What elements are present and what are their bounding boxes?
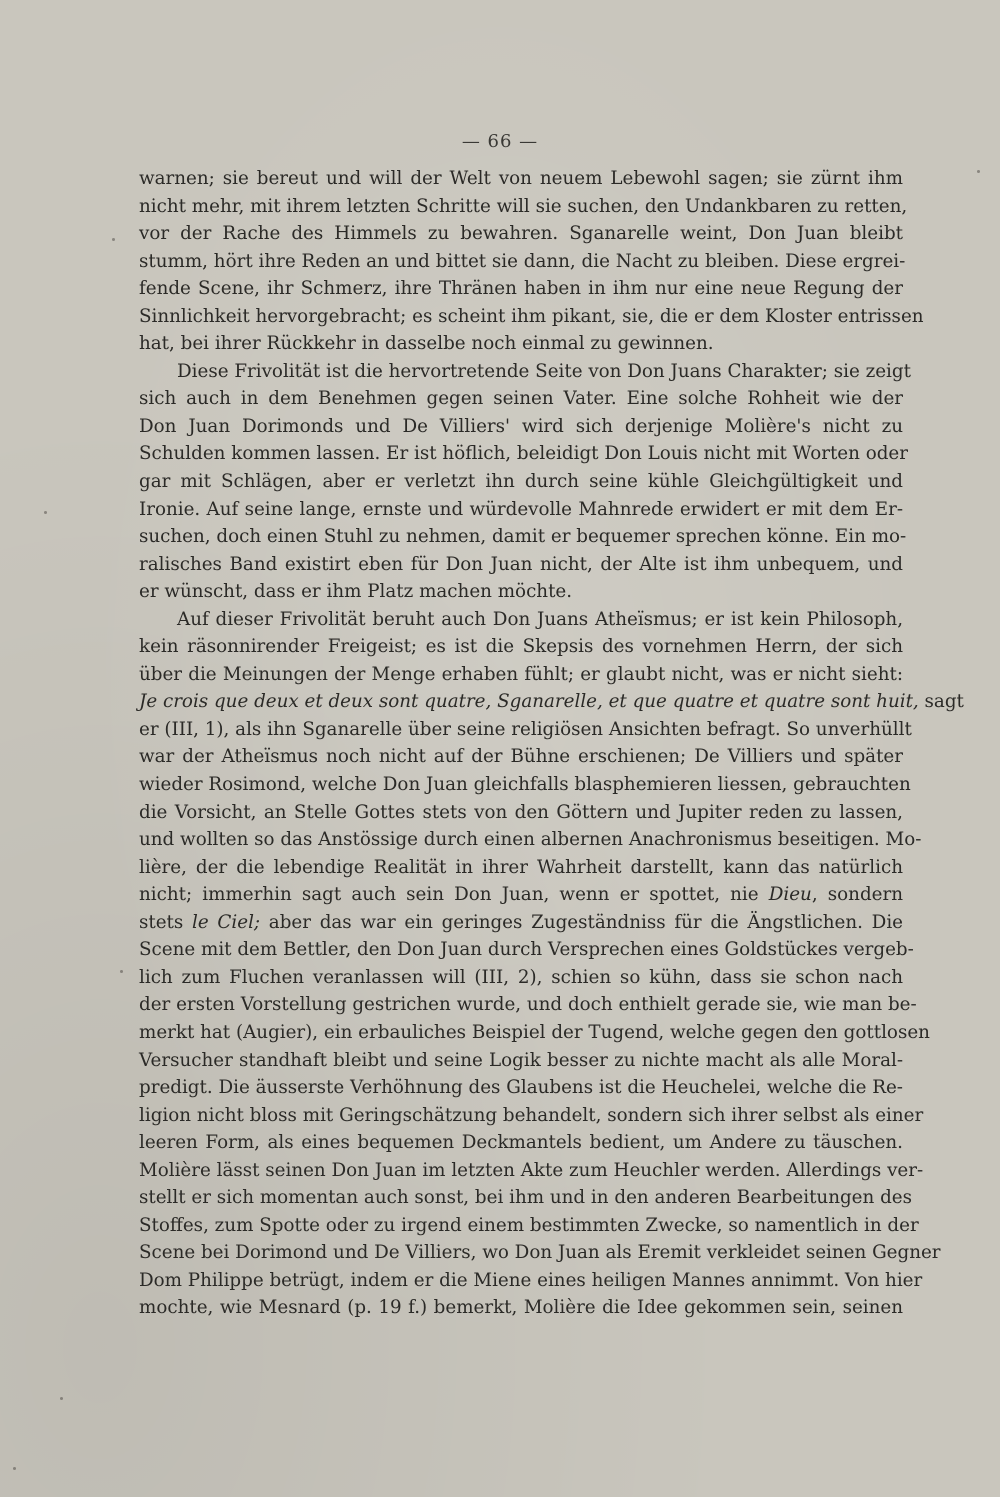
paper-speck — [112, 238, 115, 241]
text-line — [139, 1047, 903, 1075]
line-text: Ironie. Auf seine lange, ernste und würdevolle Mahnrede erwidert er mit dem Er- — [139, 498, 903, 520]
text-line — [139, 688, 964, 716]
line-text: ligion nicht bloss mit Geringschätzung behandelt, sondern sich ihrer selbst als einer — [139, 1104, 924, 1126]
text-line — [139, 248, 906, 276]
line-text: , sondern — [811, 884, 903, 906]
line-text: er (III, 1), als ihn Sganarelle über seine religiösen Ansichten befragt. So unverhüllt — [139, 718, 912, 740]
paper-speck — [44, 511, 47, 514]
text-line — [139, 1129, 903, 1157]
text-line — [139, 468, 903, 496]
text-line — [139, 743, 903, 771]
line-text: merkt hat (Augier), ein erbauliches Beispiel der Tugend, welche gegen den gottlosen — [139, 1021, 930, 1043]
text-line — [139, 661, 903, 689]
text-line — [139, 936, 914, 964]
paper-speck — [120, 970, 123, 973]
text-line — [139, 606, 903, 634]
line-text: die Vorsicht, an Stelle Gottes stets von den Göttern und Jupiter reden zu lassen, — [139, 801, 903, 823]
text-line — [139, 1102, 924, 1130]
text-line — [139, 413, 903, 441]
text-line — [139, 1294, 903, 1322]
text-line — [139, 1239, 941, 1267]
line-text: Diese Frivolität ist die hervortretende Seite von Don Juans Charakter; sie zeigt — [177, 360, 911, 382]
line-text: gar mit Schlägen, aber er verletzt ihn durch seine kühle Gleichgültigkeit und — [139, 471, 903, 493]
line-text: lich zum Fluchen veranlassen will (III, 2), schien so kühn, dass sie schon nach — [139, 966, 903, 988]
line-text: stets — [139, 911, 193, 933]
text-line — [139, 799, 903, 827]
line-text: sagt — [918, 691, 964, 713]
line-text: leeren Form, als eines bequemen Deckmantels bedient, um Andere zu täuschen. — [139, 1132, 903, 1154]
text-line — [139, 440, 908, 468]
text-line — [139, 991, 917, 1019]
text-line — [139, 1019, 930, 1047]
text-line — [139, 826, 922, 854]
line-text: Scene bei Dorimond und De Villiers, wo Don Juan als Eremit verkleidet seinen Gegner — [139, 1242, 941, 1264]
text-line — [139, 1212, 919, 1240]
text-line — [139, 220, 903, 248]
line-text: warnen; sie bereut und will der Welt von neuem Lebewohl sagen; sie zürnt ihm — [139, 168, 903, 189]
text-line — [139, 854, 903, 882]
line-text: kein räsonnirender Freigeist; es ist die Skepsis des vornehmen Herrn, der sich — [139, 636, 903, 658]
text-line — [139, 771, 911, 799]
line-text: Don Juan Dorimonds und De Villiers' wird sich derjenige Molière's nicht zu — [139, 415, 903, 437]
line-text: suchen, doch einen Stuhl zu nehmen, damit er bequemer sprechen könne. Ein mo- — [139, 526, 907, 548]
text-line — [139, 330, 903, 358]
text-line — [139, 358, 911, 386]
text-line — [139, 551, 903, 579]
line-text: über die Meinungen der Menge erhaben fühlt; er glaubt nicht, was er nicht sieht: — [139, 663, 903, 685]
text-line — [139, 633, 903, 661]
italic-text: Je crois que deux et deux sont quatre, Sganarelle, et que quatre et quatre sont huit, — [139, 691, 919, 713]
line-text: Dom Philippe betrügt, indem er die Miene eines heiligen Mannes annimmt. Von hier — [139, 1269, 923, 1291]
paper-speck — [977, 170, 980, 173]
line-text: fende Scene, ihr Schmerz, ihre Thränen haben in ihm nur eine neue Regung der — [139, 278, 903, 300]
line-text: mochte, wie Mesnard (p. 19 f.) bemerkt, Molière die Idee gekommen sein, seinen — [139, 1297, 903, 1319]
line-text: Molière lässt seinen Don Juan im letzten Akte zum Heuchler werden. Allerdings ver- — [139, 1159, 924, 1181]
paper-speck — [60, 1397, 63, 1400]
line-text: wieder Rosimond, welche Don Juan gleichfalls blasphemieren liessen, gebrauchten — [139, 774, 911, 796]
line-text: Versucher standhaft bleibt und seine Logik besser zu nichte macht als alle Moral- — [139, 1049, 903, 1071]
text-line — [139, 523, 907, 551]
line-text: nicht mehr, mit ihrem letzten Schritte will sie suchen, den Undankbaren zu retten, — [139, 195, 908, 217]
line-text: Stoffes, zum Spotte oder zu irgend einem bestimmten Zwecke, so namentlich in der — [139, 1214, 919, 1236]
line-text: und wollten so das Anstössige durch einen albernen Anachronismus beseitigen. Mo- — [139, 829, 922, 851]
text-line — [139, 1184, 912, 1212]
line-text: lière, der die lebendige Realität in ihrer Wahrheit darstellt, kann das natürlich — [139, 856, 903, 878]
line-text: ralisches Band existirt eben für Don Juan nicht, der Alte ist ihm unbequem, und — [139, 553, 903, 575]
line-text: sich auch in dem Benehmen gegen seinen Vater. Eine solche Rohheit wie der — [139, 388, 903, 410]
line-text: aber das war ein geringes Zugeständniss für die Ängstlichen. Die — [260, 911, 904, 933]
italic-text: Dieu — [768, 884, 812, 906]
line-text: Schulden kommen lassen. Er ist höflich, beleidigt Don Louis nicht mit Worten oder — [139, 443, 908, 465]
text-line — [139, 716, 912, 744]
line-text: predigt. Die äusserste Verhöhnung des Glaubens ist die Heuchelei, welche die Re- — [139, 1077, 903, 1099]
line-text: Scene mit dem Bettler, den Don Juan durch Versprechen eines Goldstückes vergeb- — [139, 939, 914, 961]
line-text: stumm, hört ihre Reden an und bittet sie dann, die Nacht zu bleiben. Diese ergrei- — [139, 250, 906, 272]
text-line — [139, 881, 903, 909]
body-text — [139, 165, 964, 1322]
line-text: nicht; immerhin sagt auch sein Don Juan, wenn er spottet, nie — [139, 884, 769, 906]
text-line — [139, 165, 903, 193]
italic-text: le Ciel; — [192, 911, 261, 933]
line-text: er wünscht, dass er ihm Platz machen möchte. — [139, 581, 573, 603]
line-text: Sinnlichkeit hervorgebracht; es scheint ihm pikant, sie, die er dem Kloster entrissen — [139, 305, 924, 327]
line-text: war der Atheïsmus noch nicht auf der Bühne erschienen; De Villiers und später — [139, 746, 903, 768]
text-line — [139, 964, 903, 992]
text-line — [139, 578, 903, 606]
paper-speck — [13, 1467, 16, 1470]
line-text: stellt er sich momentan auch sonst, bei ihm und in den anderen Bearbeitungen des — [139, 1187, 912, 1209]
text-line — [139, 275, 903, 303]
text-line — [139, 1157, 924, 1185]
text-line — [139, 496, 903, 524]
line-text: vor der Rache des Himmels zu bewahren. Sganarelle weint, Don Juan bleibt — [139, 223, 903, 245]
text-line — [139, 1074, 903, 1102]
text-line — [139, 303, 924, 331]
line-text: hat, bei ihrer Rückkehr in dasselbe noch einmal zu gewinnen. — [139, 333, 714, 355]
text-line — [139, 385, 903, 413]
text-line — [139, 193, 908, 221]
line-text: der ersten Vorstellung gestrichen wurde, und doch enthielt gerade sie, wie man be- — [139, 994, 917, 1016]
text-line — [139, 909, 903, 937]
page-number: — 66 — — [461, 131, 539, 152]
text-line — [139, 1267, 923, 1295]
line-text: Auf dieser Frivolität beruht auch Don Juans Atheïsmus; er ist kein Philosoph, — [177, 608, 903, 630]
